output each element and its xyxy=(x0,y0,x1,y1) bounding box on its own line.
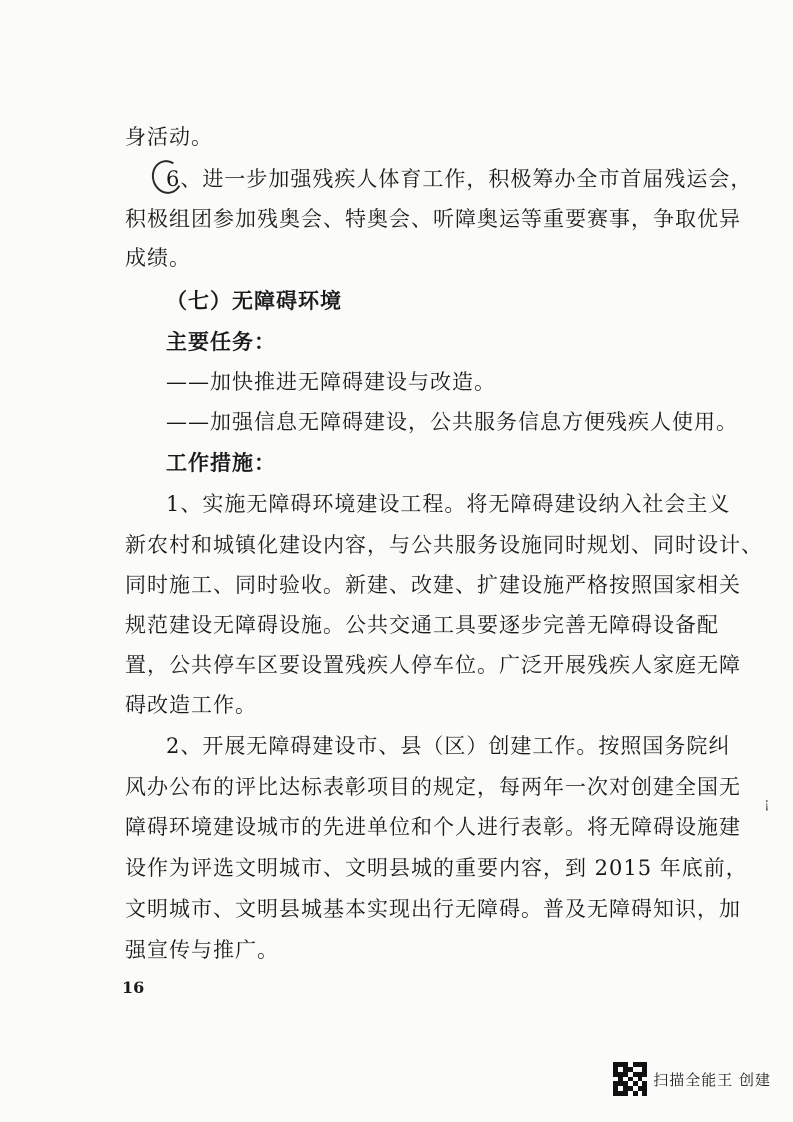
paragraph-line: 积极组团参加残奥会、特奥会、听障奥运等重要赛事，争取优异 xyxy=(125,207,741,231)
section-heading: （七）无障碍环境 xyxy=(166,288,342,313)
paragraph-line: 新农村和城镇化建设内容，与公共服务设施同时规划、同时设计、 xyxy=(125,533,763,557)
subheading: 工作措施： xyxy=(166,450,276,475)
paragraph-line: 规范建设无障碍设施。公共交通工具要逐步完善无障碍设备配 xyxy=(125,613,719,637)
paragraph-line: 2、开展无障碍建设市、县（区）创建工作。按照国务院纠 xyxy=(166,734,731,758)
paragraph-line: ——加强信息无障碍建设，公共服务信息方便残疾人使用。 xyxy=(166,410,738,434)
paragraph-line: 设作为评选文明城市、文明县城的重要内容，到 2015 年底前， xyxy=(125,856,748,880)
paragraph-line: 6、进一步加强残疾人体育工作，积极筹办全市首届残运会， xyxy=(166,167,753,191)
paragraph-line: 同时施工、同时验收。新建、改建、扩建设施严格按照国家相关 xyxy=(125,573,741,597)
subheading: 主要任务： xyxy=(166,329,276,354)
paragraph-line: 障碍环境建设城市的先进单位和个人进行表彰。将无障碍设施建 xyxy=(125,815,741,839)
page-number: 16 xyxy=(122,978,145,997)
paragraph-line: 1、实施无障碍环境建设工程。将无障碍建设纳入社会主义 xyxy=(166,492,731,516)
scan-artifact-mark: ¡ xyxy=(764,796,770,812)
paragraph-line: 身活动。 xyxy=(125,125,213,149)
scanner-watermark xyxy=(613,1062,771,1096)
paragraph-line: ——加快推进无障碍建设与改造。 xyxy=(166,370,496,394)
paragraph-line: 置，公共停车区要设置残疾人停车位。广泛开展残疾人家庭无障 xyxy=(125,653,741,677)
paragraph-line: 成绩。 xyxy=(125,246,191,270)
qr-code-icon xyxy=(613,1062,647,1096)
watermark-text: 扫描全能王 创建 xyxy=(653,1070,771,1089)
paragraph-line: 文明城市、文明县城基本实现出行无障碍。普及无障碍知识，加 xyxy=(125,897,741,921)
paragraph-line: 碍改造工作。 xyxy=(125,693,257,717)
paragraph-line: 风办公布的评比达标表彰项目的规定，每两年一次对创建全国无 xyxy=(125,775,741,799)
paragraph-line: 强宣传与推广。 xyxy=(125,938,279,962)
